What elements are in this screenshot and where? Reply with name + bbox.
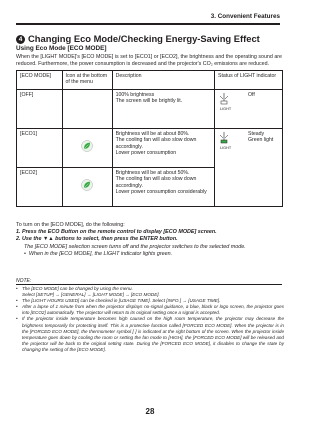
subsection-title: Using Eco Mode [ECO MODE]	[16, 45, 107, 52]
steps-lead: To turn on the [ECO MODE], do the following:	[16, 222, 125, 228]
note-item: • If the projector inside temperature becomes high caused on the high room temperature, the projector may decrease the brightness temporarily for protecting itself. This is a protective function called [FORCED ECO MODE]. When the projector is in the [FORCED ECO MODE], the thermometer symbol [ ] is indicated at the right bottom of the screen. When the projector inside temperature goes down by cooling the room or setting the fan mode to [HIGH], the [FORCED ECO MODE] will be released and the projector will be back to the original setting state. During the [FORCED ECO MODE], it disables to change the state by changing the setting of the [ECO MODE].	[16, 316, 284, 353]
page-header	[0, 0, 300, 27]
note-rule	[16, 284, 282, 285]
note-item: • After a lapse of 1 minute from when the projector displays no-signal guidance, a blue, black or logo screen, the projector goes into [ECO2] automatically. The projector will return to its original setting once a signal is accepted.	[16, 304, 284, 316]
table-header-cell: Description	[112, 71, 214, 90]
section-heading	[16, 33, 260, 44]
table-row	[17, 90, 283, 129]
step-2-text: The [ECO MODE] selection screen turns off and the projector switches to the selected mode.	[24, 243, 246, 250]
eco-mode-table	[16, 70, 283, 207]
indicator-label: LIGHT	[220, 107, 232, 111]
eco-leaf-icon	[81, 140, 93, 152]
header-rule	[16, 23, 280, 25]
eco-leaf-icon	[81, 179, 93, 191]
status-cell	[215, 90, 283, 129]
step-2-bullet: • When in the [ECO MODE], the LIGHT indicator lights green.	[16, 251, 282, 258]
status-text: Steady Green light	[248, 131, 274, 144]
table-row	[17, 129, 283, 168]
status-cell	[215, 129, 283, 207]
mode-cell: [ECO2]	[17, 168, 63, 207]
mode-cell: [OFF]	[17, 90, 63, 129]
intro-paragraph: When the [LIGHT MODE]'s [ECO MODE] is set to [ECO1] or [ECO2], the brightness and the operating sound are reduced. Furthermore, the power consumption is decreased and the projector's CO₂ emissions are reduced.	[16, 54, 282, 67]
icon-cell	[62, 168, 112, 207]
description-cell: 100% brightness The screen will be brightly lit.	[112, 90, 214, 129]
note-item: • The [LIGHT HOURS USED] can be checked in [USAGE TIME]. Select [INFO.] → [USAGE TIME].	[16, 298, 284, 304]
steps-block	[16, 222, 282, 258]
description-cell: Brightness will be at about 50%. The cooling fan will also slow down accordingly. Lower power consumption considerably	[112, 168, 214, 207]
icon-cell	[62, 90, 112, 129]
section-number-badge: 4	[16, 35, 25, 44]
icon-cell	[62, 129, 112, 168]
description-cell: Brightness will be at about 80%. The cooling fan will also slow down accordingly. Lower power consumption	[112, 129, 214, 168]
light-indicator-icon	[218, 92, 244, 112]
table-header-row	[17, 71, 283, 90]
note-item: • The [ECO MODE] can be changed by using the menu.	[16, 286, 284, 292]
note-title: NOTE:	[16, 278, 32, 284]
table-header-cell: Status of LIGHT indicator	[215, 71, 283, 90]
table-header-cell: [ECO MODE]	[17, 71, 63, 90]
light-indicator-icon	[218, 131, 244, 151]
step-2: 2. Use the ▼▲ buttons to select, then press the ENTER button.	[16, 236, 178, 243]
indicator-label: LIGHT	[220, 146, 232, 150]
status-text: Off	[248, 92, 255, 98]
table-header-cell: Icon at the bottom of the menu	[62, 71, 112, 90]
page-number: 28	[145, 407, 155, 416]
note-sub: Select [SETUP] → [GENERAL] → [LIGHT MODE] → [ECO MODE].	[22, 292, 160, 298]
section-header-title: 3. Convenient Features	[210, 13, 280, 20]
step-1: 1. Press the ECO Button on the remote control to display [ECO MODE] screen.	[16, 229, 217, 236]
mode-cell: [ECO1]	[17, 129, 63, 168]
section-title: Changing Eco Mode/Checking Energy-Saving Effect	[28, 33, 260, 44]
notes-list	[16, 286, 284, 353]
